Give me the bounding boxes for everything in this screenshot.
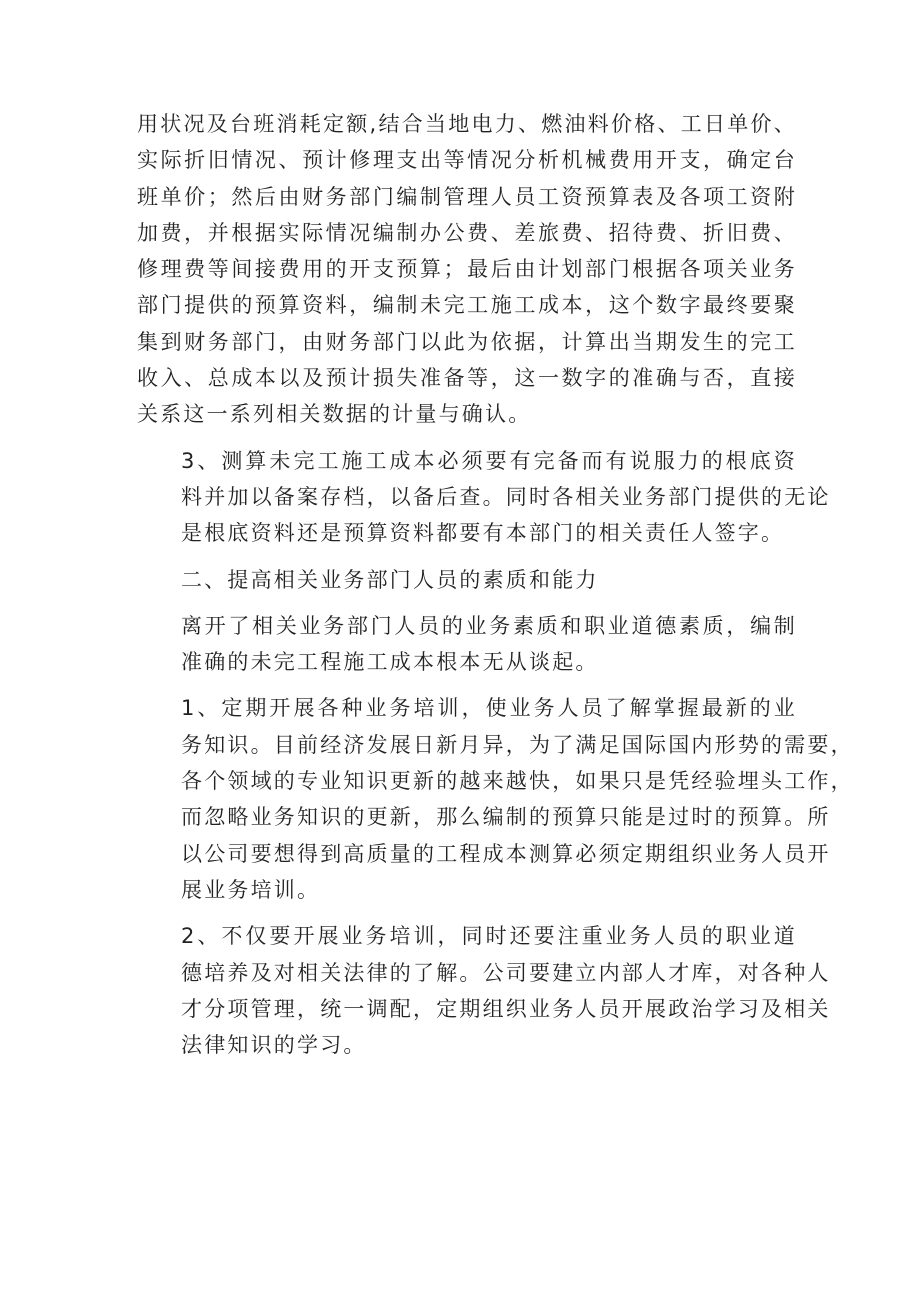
text-line: 德培养及对相关法律的了解。公司要建立内部人才库，对各种人 — [181, 960, 831, 985]
text-line: 实际折旧情况、预计修理支出等情况分析机械费用开支，确定台 — [137, 148, 797, 173]
paragraph-item-2 — [137, 918, 831, 1063]
text-line: 准确的未完工程施工成本根本无从谈起。 — [181, 650, 599, 675]
text-line: 料并加以备案存档，以备后查。同时各相关业务部门提供的无论 — [181, 484, 831, 509]
text-line: 集到财务部门，由财务部门以此为依据，计算出当期发生的完工 — [137, 329, 797, 354]
paragraph-section-intro — [137, 608, 797, 681]
text-line: 加费，并根据实际情况编制办公费、差旅费、招待费、折旧费、 — [137, 220, 797, 245]
text-line: 务知识。目前经济发展日新月异，为了满足国际国内形势的需要， — [181, 732, 854, 757]
document-body — [137, 106, 854, 1063]
text-line: 法律知识的学习。 — [181, 1033, 367, 1058]
text-line: 班单价；然后由财务部门编制管理人员工资预算表及各项工资附 — [137, 184, 797, 209]
text-line: 部门提供的预算资料，编制未完工施工成本，这个数字最终要聚 — [137, 293, 797, 318]
text-line: 1、定期开展各种业务培训，使业务人员了解掌握最新的业 — [181, 696, 797, 721]
paragraph-item-3 — [137, 443, 831, 552]
text-line: 以公司要想得到高质量的工程成本测算必须定期组织业务人员开 — [181, 841, 831, 866]
text-line: 收入、总成本以及预计损失准备等，这一数字的准确与否，直接 — [137, 366, 797, 391]
text-line: 关系这一系列相关数据的计量与确认。 — [137, 402, 532, 427]
text-line: 展业务培训。 — [181, 877, 321, 902]
text-line: 才分项管理，统一调配，定期组织业务人员开展政治学习及相关 — [181, 996, 831, 1021]
heading-line: 二、提高相关业务部门人员的素质和能力 — [181, 567, 599, 592]
paragraph-item-1 — [137, 690, 854, 908]
text-line: 2、不仅要开展业务培训，同时还要注重业务人员的职业道 — [181, 924, 797, 949]
section-heading-2 — [137, 562, 797, 598]
text-line: 3、测算未完工施工成本必须要有完备而有说服力的根底资 — [181, 448, 797, 473]
text-line: 离开了相关业务部门人员的业务素质和职业道德素质，编制 — [181, 613, 797, 638]
text-line: 修理费等间接费用的开支预算；最后由计划部门根据各项关业务 — [137, 257, 797, 282]
text-line: 用状况及台班消耗定额,结合当地电力、燃油料价格、工日单价、 — [137, 112, 797, 136]
text-line: 是根底资料还是预算资料都要有本部门的相关责任人签字。 — [181, 521, 785, 546]
text-line: 而忽略业务知识的更新，那么编制的预算只能是过时的预算。所 — [181, 805, 831, 830]
text-line: 各个领域的专业知识更新的越来越快，如果只是凭经验埋头工作， — [181, 769, 854, 794]
paragraph-cost-budget-process — [137, 106, 797, 433]
